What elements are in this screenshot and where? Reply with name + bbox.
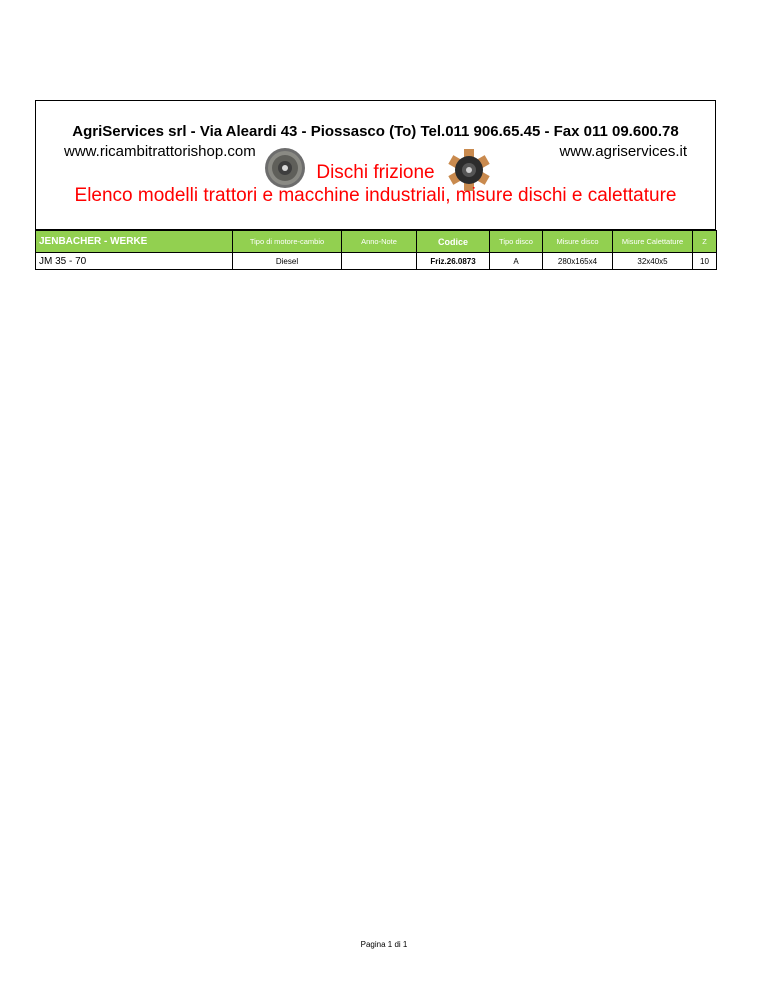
year-column-header: Anno-Note [342, 231, 417, 253]
code-column-header: Codice [417, 231, 490, 253]
engine-column-header: Tipo di motore-cambio [233, 231, 342, 253]
disc-size-column-header: Misure disco [543, 231, 613, 253]
year-cell [342, 253, 417, 270]
website-left-link[interactable]: www.ricambitrattorishop.com [64, 143, 256, 160]
clutch-table [35, 230, 717, 270]
subtitle-model-list: Elenco modelli trattori e macchine industriali, misure dischi e calettature [74, 185, 677, 206]
spline-column-header: Misure Calettature [613, 231, 693, 253]
page-number: Pagina 1 di 1 [360, 940, 408, 949]
spline-cell: 32x40x5 [613, 253, 693, 270]
table-row [36, 253, 717, 270]
model-cell: JM 35 - 70 [36, 253, 233, 270]
table-header-row [36, 231, 717, 253]
disc-type-column-header: Tipo disco [490, 231, 543, 253]
website-right-link[interactable]: www.agriservices.it [559, 143, 687, 160]
document-header [35, 100, 716, 230]
subtitle-clutch-discs: Dischi frizione [316, 162, 435, 183]
disc-type-cell: A [490, 253, 543, 270]
disc-size-cell: 280x165x4 [543, 253, 613, 270]
engine-cell: Diesel [233, 253, 342, 270]
code-cell: Friz.26.0873 [417, 253, 490, 270]
z-cell: 10 [693, 253, 717, 270]
z-column-header: Z [693, 231, 717, 253]
brand-header: JENBACHER - WERKE [36, 231, 233, 253]
company-info: AgriServices srl - Via Aleardi 43 - Piossasco (To) Tel.011 906.65.45 - Fax 011 09.600.78 [72, 123, 679, 140]
